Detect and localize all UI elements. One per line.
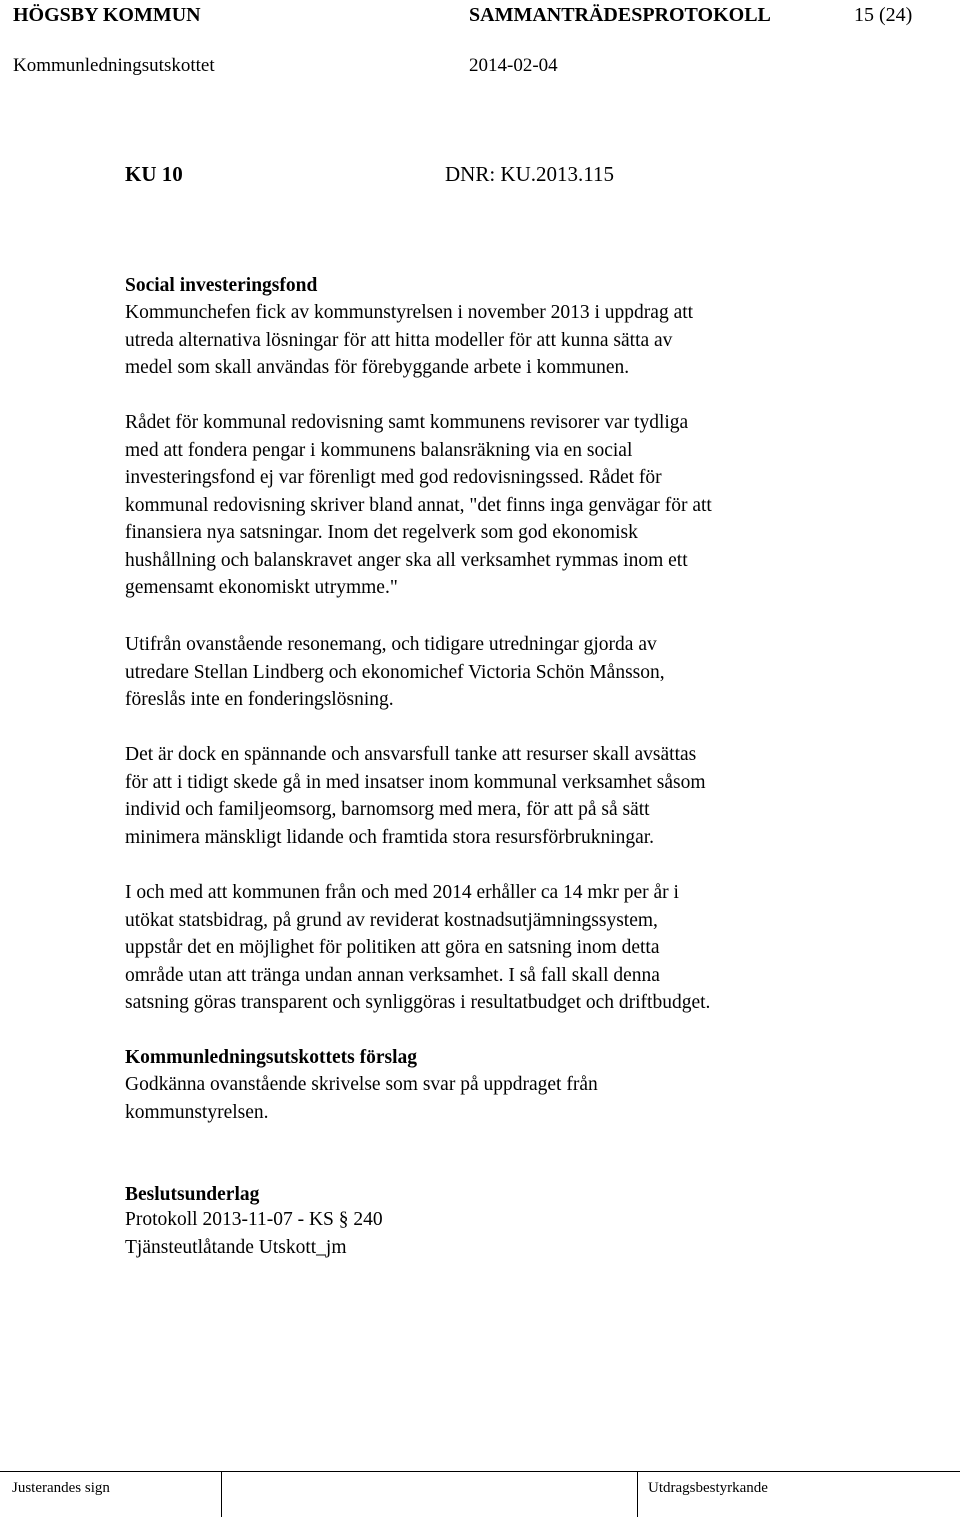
text-line: område utan att tränga undan annan verksamhet. I så fall skall denna [125,964,660,986]
text-line: föreslås inte en fonderingslösning. [125,689,394,710]
footer-certification-label: Utdragsbestyrkande [648,1480,768,1496]
page-number: 15 (24) [854,4,913,26]
section-title: Social investeringsfond [125,275,318,296]
proposal-heading: Kommunledningsutskottets förslag [125,1047,417,1068]
text-line: individ och familjeomsorg, barnomsorg med mera, för att på så sätt [125,799,650,820]
proposal-text [125,1071,925,1126]
text-line: kommunstyrelsen. [125,1101,269,1123]
text-line: Protokoll 2013-11-07 - KS § 240 [125,1209,383,1230]
text-line: minimera mänskligt lidande och framtida stora resursförbrukningar. [125,826,655,848]
footer-signature-label: Justerandes sign [12,1480,110,1496]
basis-list [125,1206,925,1261]
paragraph-assignment [125,299,925,382]
committee-name: Kommunledningsutskottet [13,55,215,76]
case-number: DNR: KU.2013.115 [445,162,614,186]
text-line: satsning göras transparent och synliggöras i resultatbudget och driftbudget. [125,992,711,1013]
text-line: Rådet för kommunal redovisning samt kommunens revisorer var tydliga [125,412,689,433]
text-line: hushållning och balanskravet anger ska all verksamhet rymmas inom ett [125,549,688,571]
footer-divider [637,1472,638,1517]
paragraph-early-intervention [125,741,925,851]
text-line: medel som skall användas för förebyggande arbete i kommunen. [125,357,630,378]
text-line: Tjänsteutlåtande Utskott_jm [125,1236,347,1258]
paragraph-state-grant [125,879,925,1017]
municipality-name: HÖGSBY KOMMUN [13,4,201,26]
text-line: finansiera nya satsningar. Inom det regelverk som god ekonomisk [125,522,638,543]
text-line: utreda alternativa lösningar för att hitta modeller för att kunna sätta av [125,329,673,351]
footer-rule [0,1471,960,1472]
meeting-date: 2014-02-04 [469,55,558,76]
text-line: gemensamt ekonomiskt utrymme." [125,577,398,598]
text-line: med att fondera pengar i kommunens balansräkning via en social [125,439,633,461]
text-line: utredare Stellan Lindberg och ekonomichef Victoria Schön Månsson, [125,661,665,683]
text-line: investeringsfond ej var förenligt med god redovisningssed. Rådet för [125,467,662,488]
text-line: Kommunchefen fick av kommunstyrelsen i november 2013 i uppdrag att [125,302,694,323]
text-line: Godkänna ovanstående skrivelse som svar på uppdraget från [125,1074,598,1095]
item-number: KU 10 [125,162,183,186]
document-type: SAMMANTRÄDESPROTOKOLL [469,4,771,26]
paragraph-accounting-council [125,409,925,602]
text-line: I och med att kommunen från och med 2014 erhåller ca 14 mkr per år i [125,882,679,903]
text-line: Utifrån ovanstående resonemang, och tidigare utredningar gjorda av [125,634,657,655]
basis-heading: Beslutsunderlag [125,1184,260,1205]
text-line: utökat statsbidrag, på grund av reviderat kostnadsutjämningssystem, [125,909,658,931]
text-line: Det är dock en spännande och ansvarsfull tanke att resurser skall avsättas [125,744,697,765]
text-line: kommunal redovisning skriver bland annat, "det finns inga genvägar för att [125,494,712,516]
text-line: uppstår det en möjlighet för politiken att göra en satsning inom detta [125,937,660,958]
paragraph-conclusion [125,631,925,714]
footer-divider [221,1472,222,1517]
text-line: för att i tidigt skede gå in med insatser inom kommunal verksamhet såsom [125,771,706,793]
